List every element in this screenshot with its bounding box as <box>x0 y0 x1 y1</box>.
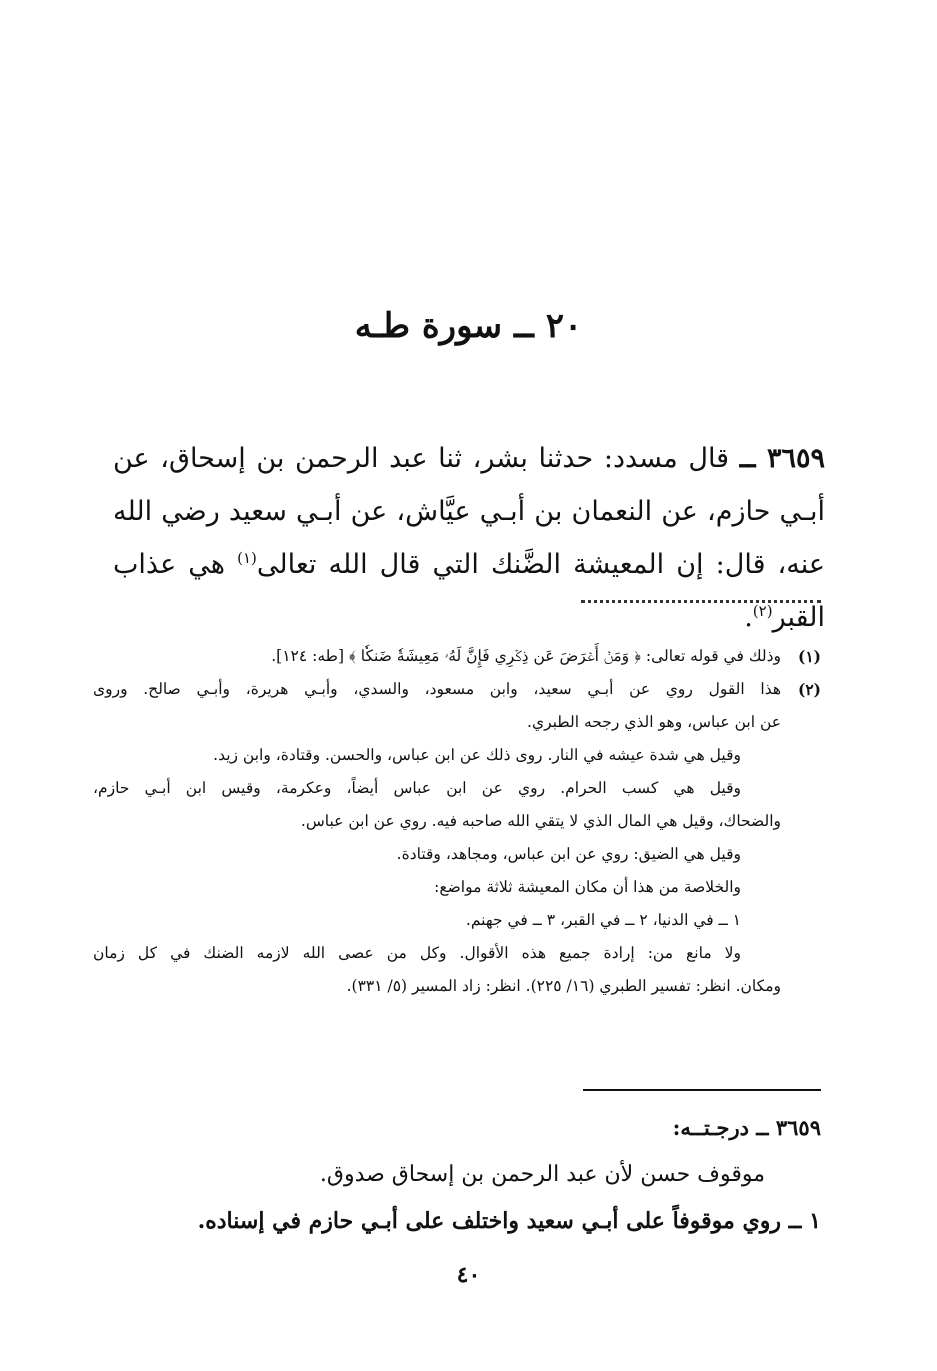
grade-heading: ٣٦٥٩ ــ درجـتــه: <box>672 1115 821 1140</box>
footnote-line: هذا القول روي عن أبـي سعيد، وابن مسعود، والسدي، وأبـي هريرة، وأبـي صالح. وروى <box>93 680 781 698</box>
section-rule <box>583 1089 821 1091</box>
footnote-ref-2: (٢) <box>752 602 773 620</box>
footnote-line: والخلاصة من هذا أن مكان المعيشة ثلاثة مواضع: <box>434 878 741 896</box>
hadith-text: قال مسدد: حدثنا بشر، ثنا عبد الرحمن بن إسحاق، عن أبـي حازم، عن النعمان بن أبـي عيَّاش، عن أبـي سعيد رضي الله عنه، قال: إن المعيشة الضَّنك التي قال الله تعالى <box>113 443 825 580</box>
footnote-line: وقيل هي كسب الحرام. روي عن ابن عباس أيضاً، وعكرمة، وقيس ابن أبـي حازم، <box>93 779 741 797</box>
grade-text: موقوف حسن لأن عبد الرحمن بن إسحاق صدوق. <box>319 1162 765 1187</box>
hadith-paragraph <box>113 432 825 644</box>
grade-section <box>121 1104 821 1245</box>
hadith-end: . <box>744 602 753 633</box>
footnote-number: (١) <box>797 647 821 666</box>
footnote-line: ولا مانع من: إرادة جميع هذه الأقوال. وكل من عصى الله لازمه الضنك في كل زمان <box>93 944 741 962</box>
footnote-line: ومكان. انظر: تفسير الطبري (١٦/ ٢٢٥). انظر: زاد المسير (٥/ ٣٣١). <box>346 977 781 995</box>
footnote-line: ١ ــ في الدنيا، ٢ ــ في القبر، ٣ ــ في جهنم. <box>465 911 741 929</box>
footnote-2 <box>93 673 821 1003</box>
footnote-1 <box>93 640 821 673</box>
footnote-line: والضحاك، وقيل هي المال الذي لا يتقي الله صاحبه فيه. روي عن ابن عباس. <box>300 812 781 830</box>
surah-title: ٢٠ ــ سورة طـه <box>354 306 583 346</box>
footnote-line: وقيل هي شدة عيشه في النار. روى ذلك عن ابن عباس، والحسن. وقتادة، وابن زيد. <box>213 746 741 764</box>
hadith-number: ٣٦٥٩ ــ <box>739 443 825 474</box>
hadith-text-cont: هي عذاب القبر <box>113 549 825 633</box>
footnote-body <box>93 640 781 673</box>
footnote-line: وقيل هي الضيق: روي عن ابن عباس، ومجاهد، وقتادة. <box>396 845 741 863</box>
page-number: ٤٠ <box>456 1262 481 1288</box>
footnote-separator <box>581 600 821 603</box>
footnote-ref-1: (١) <box>237 549 257 567</box>
footnote-number: (٢) <box>797 680 821 699</box>
footnote-line: وذلك في قوله تعالى: ﴿ وَمَنۡ أَعۡرَضَ عَن ذِكۡرِي فَإِنَّ لَهُۥ مَعِيشَةٗ ضَنكٗا ﴾ [طه: ١٢٤]. <box>271 647 781 665</box>
footnote-line: عن ابن عباس، وهو الذي رجحه الطبري. <box>527 713 781 731</box>
footnote-body <box>93 673 781 1003</box>
grade-text: ١ ــ روي موقوفاً على أبـي سعيد واختلف على أبـي حازم في إسناده. <box>197 1208 821 1234</box>
footnotes <box>93 640 821 1003</box>
